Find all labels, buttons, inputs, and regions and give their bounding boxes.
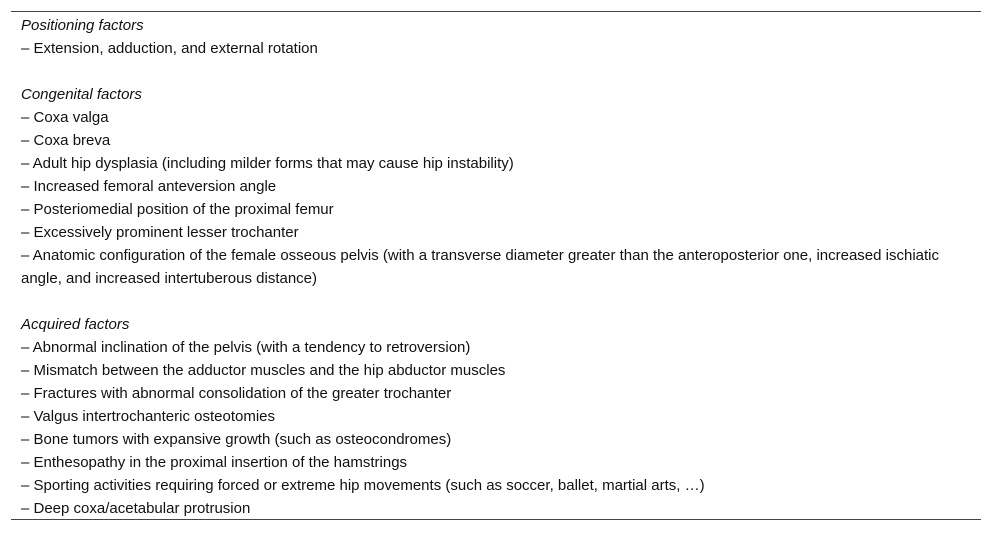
section-heading-positioning: Positioning factors xyxy=(21,17,144,34)
section-heading-congenital: Congenital factors xyxy=(21,86,142,103)
list-item: – Excessively prominent lesser trochanter xyxy=(21,224,299,241)
list-item: – Anatomic configuration of the female osseous pelvis (with a transverse diameter greater than the anteroposterior one, increased ischiatic angle, and increased intertuberous distance) xyxy=(21,247,939,287)
list-item: – Mismatch between the adductor muscles and the hip abductor muscles xyxy=(21,362,506,379)
list-item: – Coxa valga xyxy=(21,109,109,126)
list-item: – Deep coxa/acetabular protrusion xyxy=(21,500,251,517)
list-item: – Bone tumors with expansive growth (such as osteocondromes) xyxy=(21,431,452,448)
list-item: – Fractures with abnormal consolidation of the greater trochanter xyxy=(21,385,452,402)
list-item: – Valgus intertrochanteric osteotomies xyxy=(21,408,276,425)
section-heading-acquired: Acquired factors xyxy=(21,316,130,333)
factors-table xyxy=(11,11,981,520)
section-spacer xyxy=(21,60,961,83)
list-item: – Sporting activities requiring forced or extreme hip movements (such as soccer, ballet, martial arts, …) xyxy=(21,477,705,494)
list-item: – Enthesopathy in the proximal insertion of the hamstrings xyxy=(21,454,408,471)
list-item: – Increased femoral anteversion angle xyxy=(21,178,277,195)
list-item: – Adult hip dysplasia (including milder forms that may cause hip instability) xyxy=(21,155,514,172)
list-item: – Coxa breva xyxy=(21,132,111,149)
section-spacer xyxy=(21,290,961,313)
list-item: – Extension, adduction, and external rotation xyxy=(21,40,318,57)
table-cell xyxy=(21,14,961,520)
list-item: – Abnormal inclination of the pelvis (with a tendency to retroversion) xyxy=(21,339,471,356)
list-item: – Posteriomedial position of the proximal femur xyxy=(21,201,334,218)
